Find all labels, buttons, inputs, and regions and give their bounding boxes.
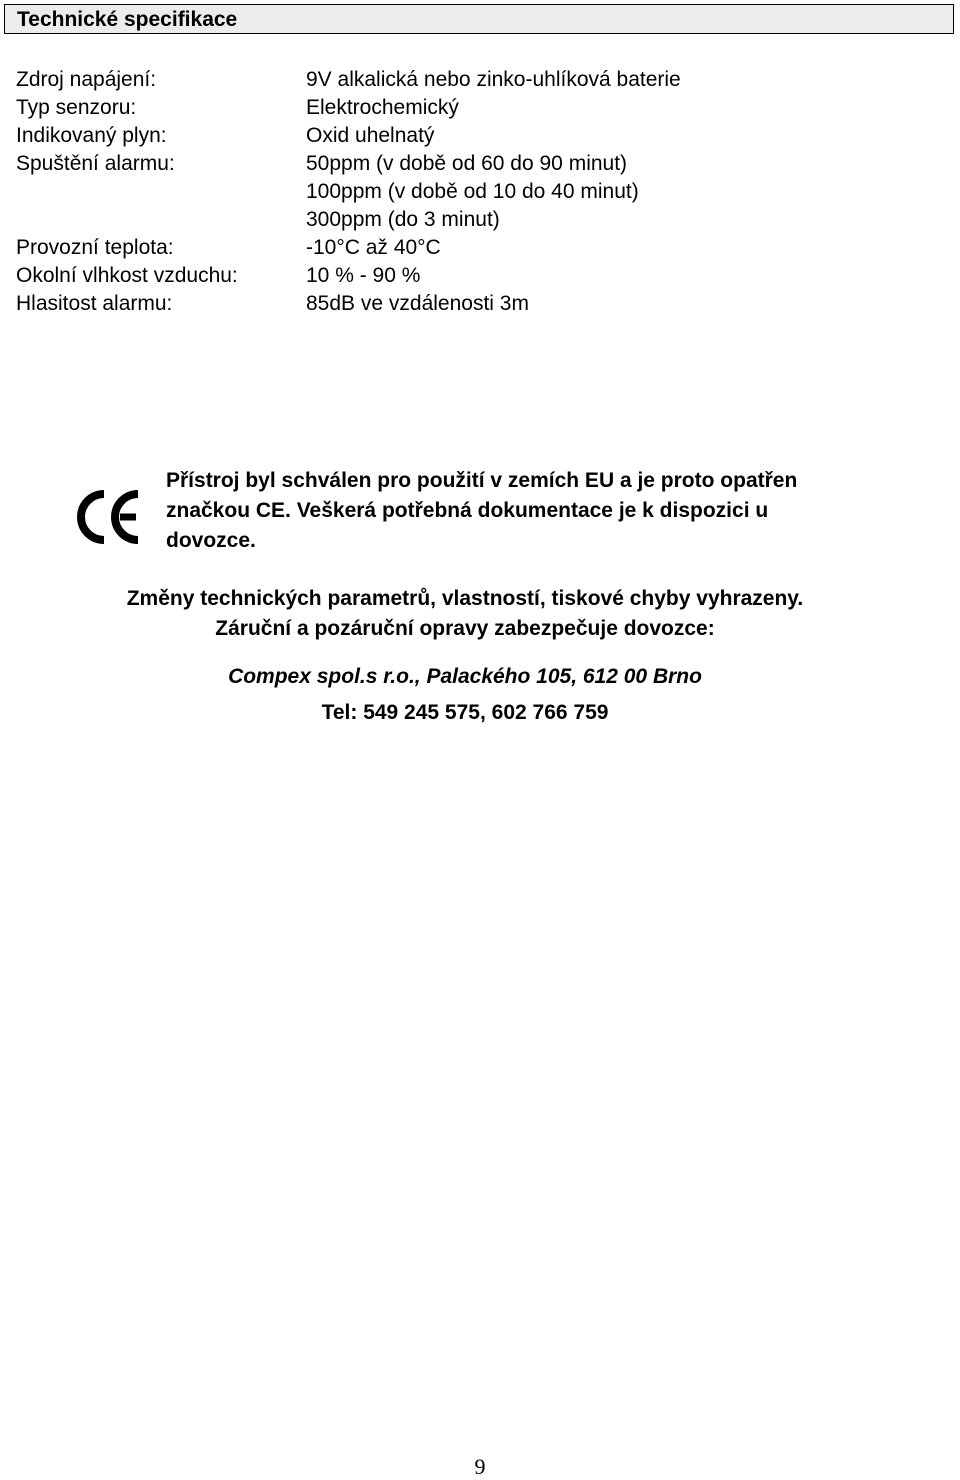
ce-notice-line: Přístroj byl schválen pro použití v zemích EU a je proto opatřen [166,469,798,492]
section-header [4,4,954,34]
spec-row-alarm-trigger-3 [0,206,960,234]
spec-row-alarm-trigger-2 [0,178,960,206]
spec-row-power [0,66,960,94]
page-number: 9 [474,1454,486,1479]
spec-value: 85dB ve vzdálenosti 3m [306,292,529,315]
spec-row-humidity [0,262,960,290]
spec-label: Provozní teplota: [16,236,174,259]
spec-value: 9V alkalická nebo zinko-uhlíková baterie [306,68,681,91]
spec-row-sensor [0,94,960,122]
company-phone: Tel: 549 245 575, 602 766 759 [321,701,609,724]
spec-label: Indikovaný plyn: [16,124,167,147]
section-title: Technické specifikace [17,8,238,31]
spec-label: Typ senzoru: [16,96,137,119]
disclaimer-text: Změny technických parametrů, vlastností, tiskové chyby vyhrazeny. [126,587,804,610]
company-address: Compex spol.s r.o., Palackého 105, 612 00 Brno [228,665,702,688]
ce-mark-icon [74,488,144,546]
spec-label: Zdroj napájení: [16,68,157,91]
spec-value: 50ppm (v době od 60 do 90 minut) [306,152,628,175]
spec-row-alarm-trigger [0,150,960,178]
spec-label: Okolní vlhkost vzduchu: [16,264,238,287]
spec-row-operating-temp [0,234,960,262]
spec-label: Hlasitost alarmu: [16,292,173,315]
spec-label: Spuštění alarmu: [16,152,175,175]
ce-notice-line: dovozce. [166,529,256,552]
spec-value: 100ppm (v době od 10 do 40 minut) [306,180,639,203]
spec-value: 300ppm (do 3 minut) [306,208,500,231]
spec-value: -10°C až 40°C [306,236,441,259]
spec-value: 10 % - 90 % [306,264,421,287]
spec-value: Oxid uhelnatý [306,124,435,147]
spec-value: Elektrochemický [306,96,459,119]
ce-notice-line: značkou CE. Veškerá potřebná dokumentace je k dispozici u [166,499,769,522]
spec-row-gas [0,122,960,150]
warranty-text: Záruční a pozáruční opravy zabezpečuje dovozce: [215,617,715,640]
spec-row-alarm-volume [0,290,960,318]
